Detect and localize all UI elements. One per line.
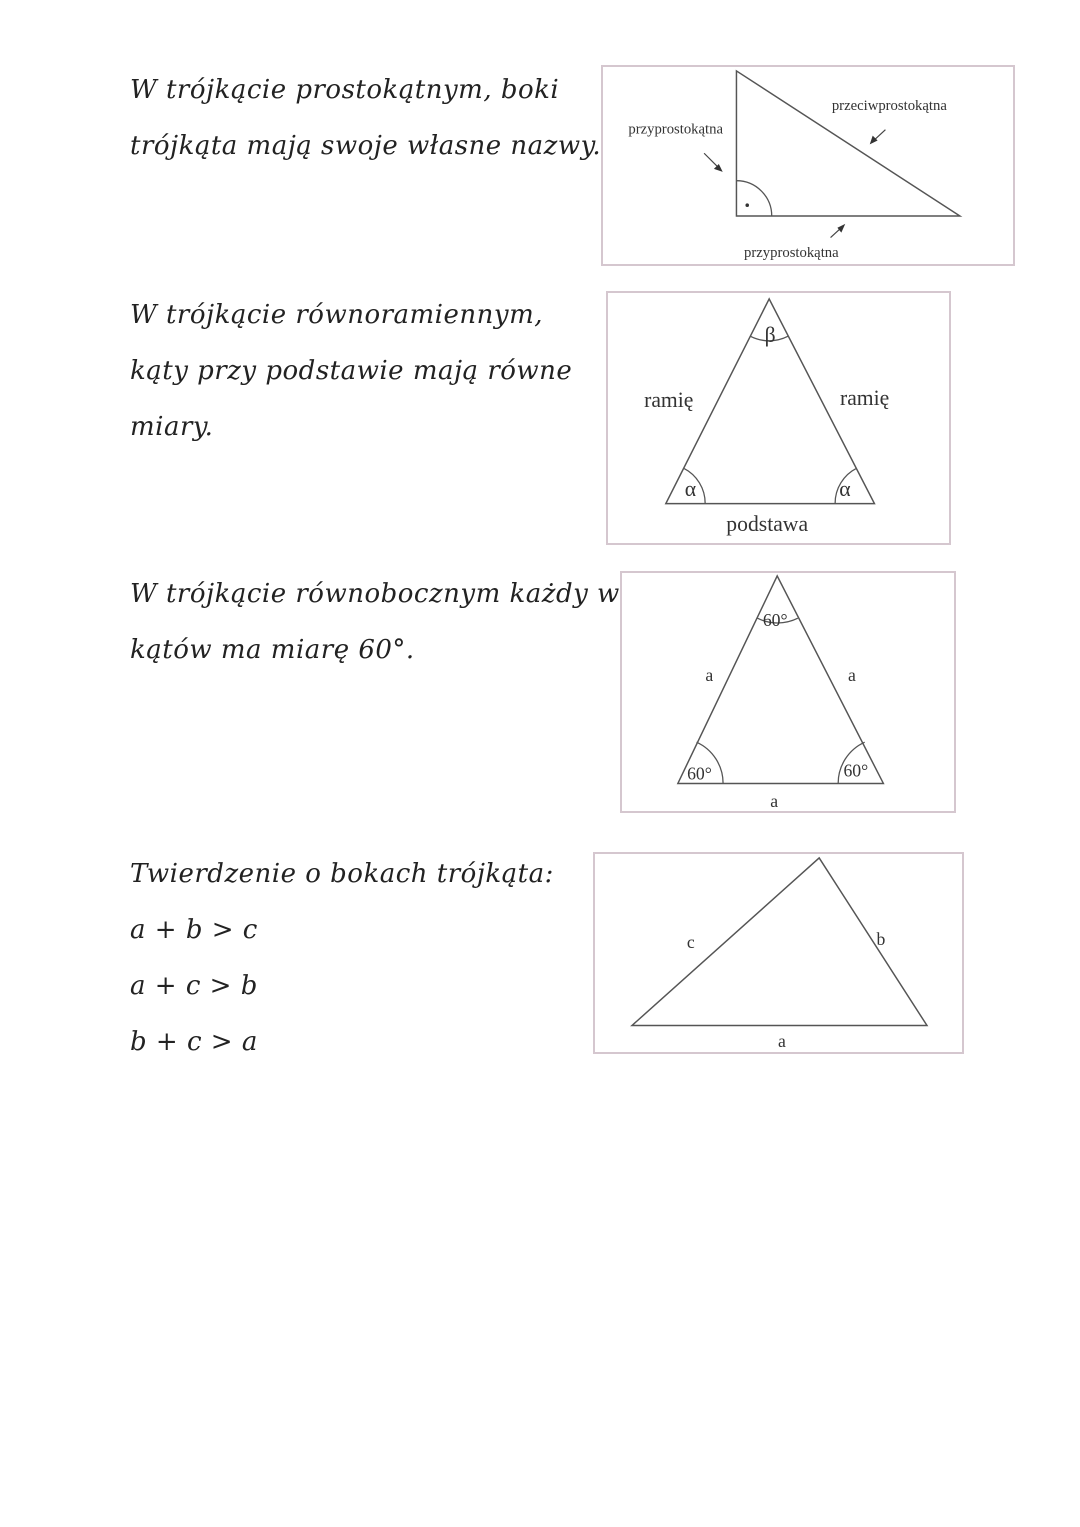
right-triangle-diagram (603, 67, 1013, 264)
right-triangle-note (130, 62, 601, 174)
angle-right-label: 60° (843, 760, 869, 781)
inequality-line: a + c > b (130, 971, 258, 1001)
side-left-label: ramię (644, 388, 694, 413)
angle-left-label: 60° (687, 763, 712, 784)
inequality-line: a + b > c (130, 915, 258, 945)
angle-top-label: 60° (762, 610, 788, 631)
right-angle-arc (736, 181, 771, 216)
note-line: Twierdzenie o bokach trójkąta: (130, 859, 554, 889)
base-label: podstawa (726, 512, 809, 537)
arrowhead (870, 136, 878, 145)
isosceles-triangle-figure (606, 291, 951, 545)
side-right-label: a (847, 665, 856, 686)
side-right-label: b (876, 929, 886, 950)
leg-left-arrow (704, 153, 719, 168)
note-line: W trójkącie równoramiennym, (130, 300, 543, 330)
apex-angle-label: β (764, 323, 776, 348)
hypotenuse-label: przeciwprostokątna (831, 98, 947, 115)
isosceles-triangle-note (130, 287, 572, 455)
scalene-triangle-figure (593, 852, 964, 1054)
right-angle-dot (745, 203, 749, 207)
right-triangle-shape (736, 71, 959, 216)
equilateral-triangle-diagram (622, 573, 954, 811)
base-label: a (770, 791, 779, 811)
note-line: miary. (130, 412, 214, 442)
side-left-label: a (705, 665, 714, 686)
arrowhead (837, 224, 845, 233)
side-right-label: ramię (839, 386, 890, 411)
note-line: kąty przy podstawie mają równe (130, 356, 573, 386)
note-line: kątów ma miarę 60°. (130, 635, 415, 665)
inequality-line: b + c > a (130, 1027, 258, 1057)
triangle-inequality-note (130, 846, 554, 1070)
base-angle-left-label: α (684, 476, 697, 501)
equilateral-triangle-note (130, 566, 620, 678)
equilateral-triangle-figure (620, 571, 956, 813)
note-line: W trójkącie prostokątnym, boki (130, 75, 560, 105)
scalene-triangle-diagram (595, 854, 962, 1052)
right-triangle-figure (601, 65, 1015, 266)
side-left-label: c (686, 932, 695, 953)
base-label: a (778, 1031, 786, 1052)
isosceles-triangle-diagram (608, 293, 949, 543)
note-line: trójkąta mają swoje własne nazwy. (130, 131, 602, 161)
leg-left-label: przyprostokątna (628, 121, 723, 138)
note-line: W trójkącie równobocznym każdy w (130, 579, 620, 609)
arrowhead (714, 164, 723, 172)
leg-bottom-label: przyprostokątna (744, 245, 839, 262)
base-angle-right-label: α (839, 476, 851, 501)
